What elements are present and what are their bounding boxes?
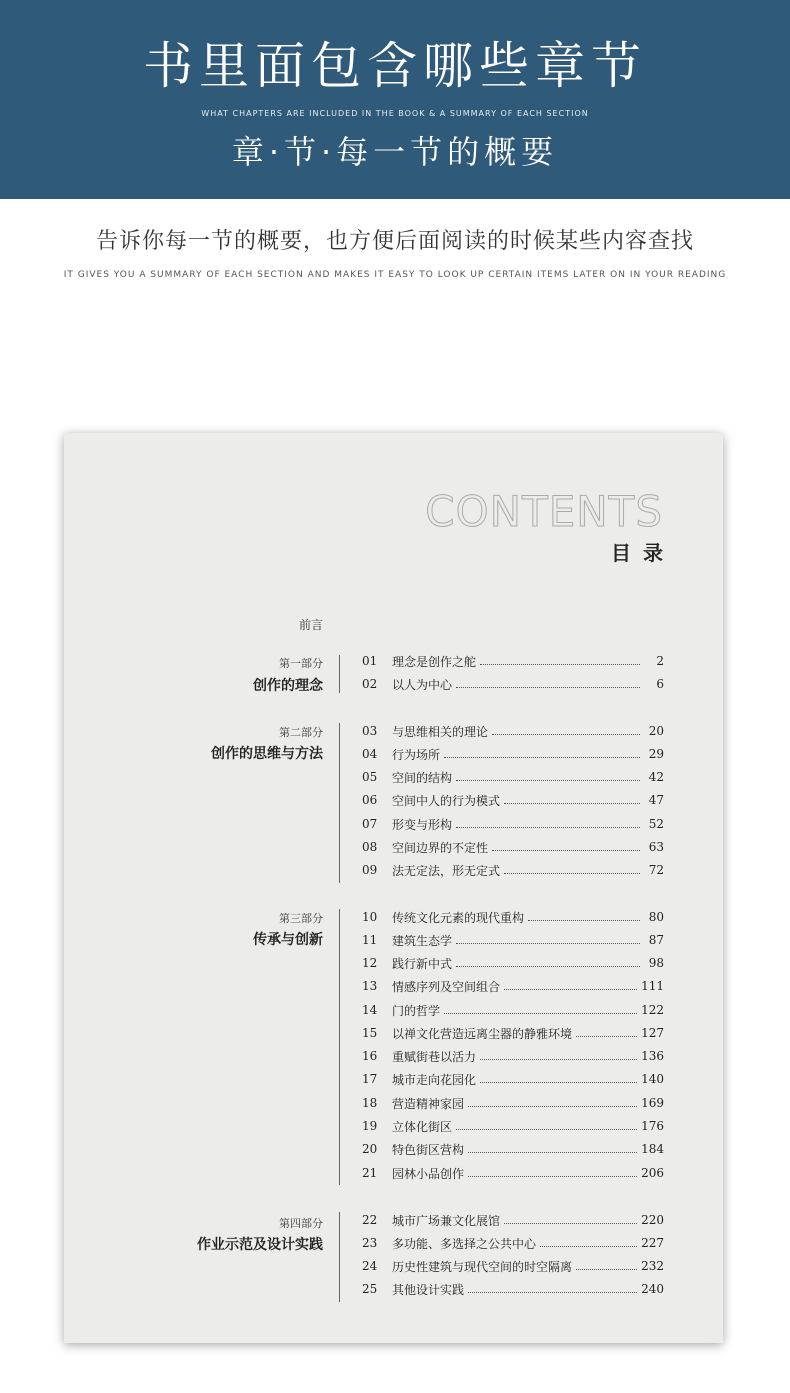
- leader-dots: [468, 1292, 637, 1293]
- entry-page: 98: [648, 956, 664, 970]
- entry-page: 42: [648, 770, 664, 784]
- part-label: 第四部分: [279, 1217, 323, 1230]
- part-label: 第一部分: [279, 657, 323, 670]
- entry-title: 以禅文化营造远离尘器的静雅环境: [392, 1026, 573, 1041]
- leader-dots: [504, 873, 640, 874]
- entry-title: 与思维相关的理论: [392, 724, 489, 739]
- entry-page: 87: [648, 933, 664, 947]
- toc-heading: 目录: [611, 541, 675, 565]
- part-divider: [339, 723, 340, 883]
- toc-entry[interactable]: [362, 1140, 664, 1158]
- entry-title: 形变与形构: [392, 817, 453, 832]
- entry-page: 72: [648, 863, 664, 877]
- entry-title: 多功能、多选择之公共中心: [392, 1236, 537, 1251]
- leader-dots: [444, 757, 640, 758]
- entry-title: 理念是创作之舵: [392, 654, 477, 669]
- entry-page: 136: [641, 1049, 664, 1063]
- entry-number: 22: [362, 1213, 378, 1227]
- toc-entry[interactable]: [362, 1211, 664, 1229]
- entry-number: 12: [362, 956, 378, 970]
- entry-page: 227: [641, 1236, 664, 1250]
- banner-subtitle-en: WHAT CHAPTERS ARE INCLUDED IN THE BOOK & A SUMMARY OF EACH SECTION: [201, 109, 589, 118]
- entry-title: 以人为中心: [392, 677, 453, 692]
- entry-page: 2: [656, 654, 664, 668]
- toc-entry[interactable]: [362, 652, 664, 670]
- banner-title: 书里面包含哪些章节: [143, 37, 647, 95]
- entry-page: 29: [648, 747, 664, 761]
- entry-title: 城市走向花园化: [392, 1072, 477, 1087]
- leader-dots: [456, 827, 640, 828]
- entry-page: 240: [641, 1282, 664, 1296]
- entry-title: 园林小品创作: [392, 1166, 465, 1181]
- leader-dots: [456, 943, 640, 944]
- leader-dots: [456, 1129, 637, 1130]
- toc-entry[interactable]: [362, 768, 664, 786]
- leader-dots: [456, 966, 640, 967]
- contents-heading-en: CONTENTS: [425, 487, 663, 536]
- entry-number: 19: [362, 1119, 378, 1133]
- entry-number: 05: [362, 770, 378, 784]
- part-divider: [339, 909, 340, 1185]
- leader-dots: [480, 1059, 637, 1060]
- entry-number: 09: [362, 863, 378, 877]
- entry-page: 20: [648, 724, 664, 738]
- entry-page: 47: [648, 793, 664, 807]
- entry-number: 15: [362, 1026, 378, 1040]
- entry-number: 06: [362, 793, 378, 807]
- toc-entry[interactable]: [362, 838, 664, 856]
- toc-entry[interactable]: [362, 977, 664, 995]
- entry-page: 169: [641, 1096, 664, 1110]
- leader-dots: [504, 803, 640, 804]
- entry-title: 特色街区营构: [392, 1142, 465, 1157]
- entry-number: 11: [362, 933, 378, 947]
- entry-page: 52: [648, 817, 664, 831]
- leader-dots: [456, 687, 640, 688]
- toc-entry[interactable]: [362, 1094, 664, 1112]
- leader-dots: [540, 1246, 637, 1247]
- entry-title: 其他设计实践: [392, 1282, 465, 1297]
- entry-page: 80: [648, 910, 664, 924]
- entry-title: 情感序列及空间组合: [392, 979, 501, 994]
- toc-entry[interactable]: [362, 1280, 664, 1298]
- toc-entry[interactable]: [362, 908, 664, 926]
- leader-dots: [492, 850, 640, 851]
- leader-dots: [468, 1176, 637, 1177]
- entry-number: 16: [362, 1049, 378, 1063]
- part-divider: [339, 655, 340, 693]
- entry-title: 营造精神家园: [392, 1096, 465, 1111]
- entry-page: 140: [641, 1072, 664, 1086]
- part-title: 传承与创新: [253, 932, 323, 948]
- entry-title: 城市广场兼文化展馆: [392, 1213, 501, 1228]
- entry-page: 111: [641, 979, 664, 993]
- entry-number: 21: [362, 1166, 378, 1180]
- entry-title: 重赋街巷以活力: [392, 1049, 477, 1064]
- leader-dots: [576, 1269, 637, 1270]
- toc-page: [64, 433, 723, 1343]
- entry-title: 践行新中式: [392, 956, 453, 971]
- toc-entry[interactable]: [362, 791, 664, 809]
- leader-dots: [468, 1152, 637, 1153]
- leader-dots: [576, 1036, 637, 1037]
- leader-dots: [444, 1013, 637, 1014]
- entry-title: 门的哲学: [392, 1003, 441, 1018]
- entry-title: 建筑生态学: [392, 933, 453, 948]
- entry-page: 232: [641, 1259, 664, 1273]
- intro-text-cn: 告诉你每一节的概要，也方便后面阅读的时候某些内容查找: [95, 229, 694, 254]
- entry-number: 24: [362, 1259, 378, 1273]
- entry-number: 17: [362, 1072, 378, 1086]
- part-divider: [339, 1212, 340, 1302]
- entry-title: 传统文化元素的现代重构: [392, 910, 525, 925]
- toc-entry[interactable]: [362, 722, 664, 740]
- leader-dots: [504, 989, 637, 990]
- entry-title: 空间中人的行为模式: [392, 793, 501, 808]
- entry-page: 206: [641, 1166, 664, 1180]
- header-banner: [0, 0, 790, 199]
- entry-number: 23: [362, 1236, 378, 1250]
- entry-page: 220: [641, 1213, 664, 1227]
- entry-number: 01: [362, 654, 378, 668]
- toc-entry[interactable]: [362, 954, 664, 972]
- toc-entry[interactable]: [362, 745, 664, 763]
- entry-number: 13: [362, 979, 378, 993]
- entry-title: 行为场所: [392, 747, 441, 762]
- entry-page: 122: [641, 1003, 664, 1017]
- entry-page: 63: [648, 840, 664, 854]
- part-label: 第三部分: [279, 912, 323, 925]
- entry-number: 10: [362, 910, 378, 924]
- entry-number: 08: [362, 840, 378, 854]
- leader-dots: [456, 780, 640, 781]
- part-label: 第二部分: [279, 726, 323, 739]
- leader-dots: [492, 734, 640, 735]
- toc-entry[interactable]: [362, 931, 664, 949]
- toc-entry[interactable]: [362, 675, 664, 693]
- toc-entry[interactable]: [362, 1024, 664, 1042]
- leader-dots: [504, 1223, 637, 1224]
- part-title: 创作的思维与方法: [211, 746, 323, 762]
- leader-dots: [480, 664, 640, 665]
- entry-number: 18: [362, 1096, 378, 1110]
- toc-entry[interactable]: [362, 1164, 664, 1182]
- leader-dots: [480, 1082, 637, 1083]
- entry-title: 空间的结构: [392, 770, 453, 785]
- toc-entry[interactable]: [362, 1117, 664, 1135]
- toc-entry[interactable]: [362, 861, 664, 879]
- entry-number: 25: [362, 1282, 378, 1296]
- part-title: 创作的理念: [253, 678, 323, 694]
- entry-number: 07: [362, 817, 378, 831]
- entry-number: 04: [362, 747, 378, 761]
- leader-dots: [468, 1106, 637, 1107]
- entry-page: 184: [641, 1142, 664, 1156]
- toc-preface: 前言: [299, 618, 324, 632]
- entry-title: 历史性建筑与现代空间的时空隔离: [392, 1259, 573, 1274]
- entry-title: 空间边界的不定性: [392, 840, 489, 855]
- entry-page: 127: [641, 1026, 664, 1040]
- toc-entry[interactable]: [362, 1047, 664, 1065]
- leader-dots: [528, 920, 640, 921]
- entry-number: 02: [362, 677, 378, 691]
- intro-text-en: IT GIVES YOU A SUMMARY OF EACH SECTION AND MAKES IT EASY TO LOOK UP CERTAIN ITEMS LATER ON IN YOUR READING: [63, 270, 727, 280]
- entry-title: 立体化街区: [392, 1119, 453, 1134]
- toc-entry[interactable]: [362, 1257, 664, 1275]
- toc-entry[interactable]: [362, 815, 664, 833]
- toc-entry[interactable]: [362, 1001, 664, 1019]
- toc-entry[interactable]: [362, 1234, 664, 1252]
- entry-number: 03: [362, 724, 378, 738]
- banner-subtitle-cn: 章·节·每一节的概要: [231, 133, 559, 171]
- entry-number: 20: [362, 1142, 378, 1156]
- entry-number: 14: [362, 1003, 378, 1017]
- entry-page: 6: [656, 677, 664, 691]
- entry-page: 176: [641, 1119, 664, 1133]
- toc-entry[interactable]: [362, 1070, 664, 1088]
- entry-title: 法无定法，形无定式: [392, 863, 501, 878]
- part-title: 作业示范及设计实践: [197, 1237, 323, 1253]
